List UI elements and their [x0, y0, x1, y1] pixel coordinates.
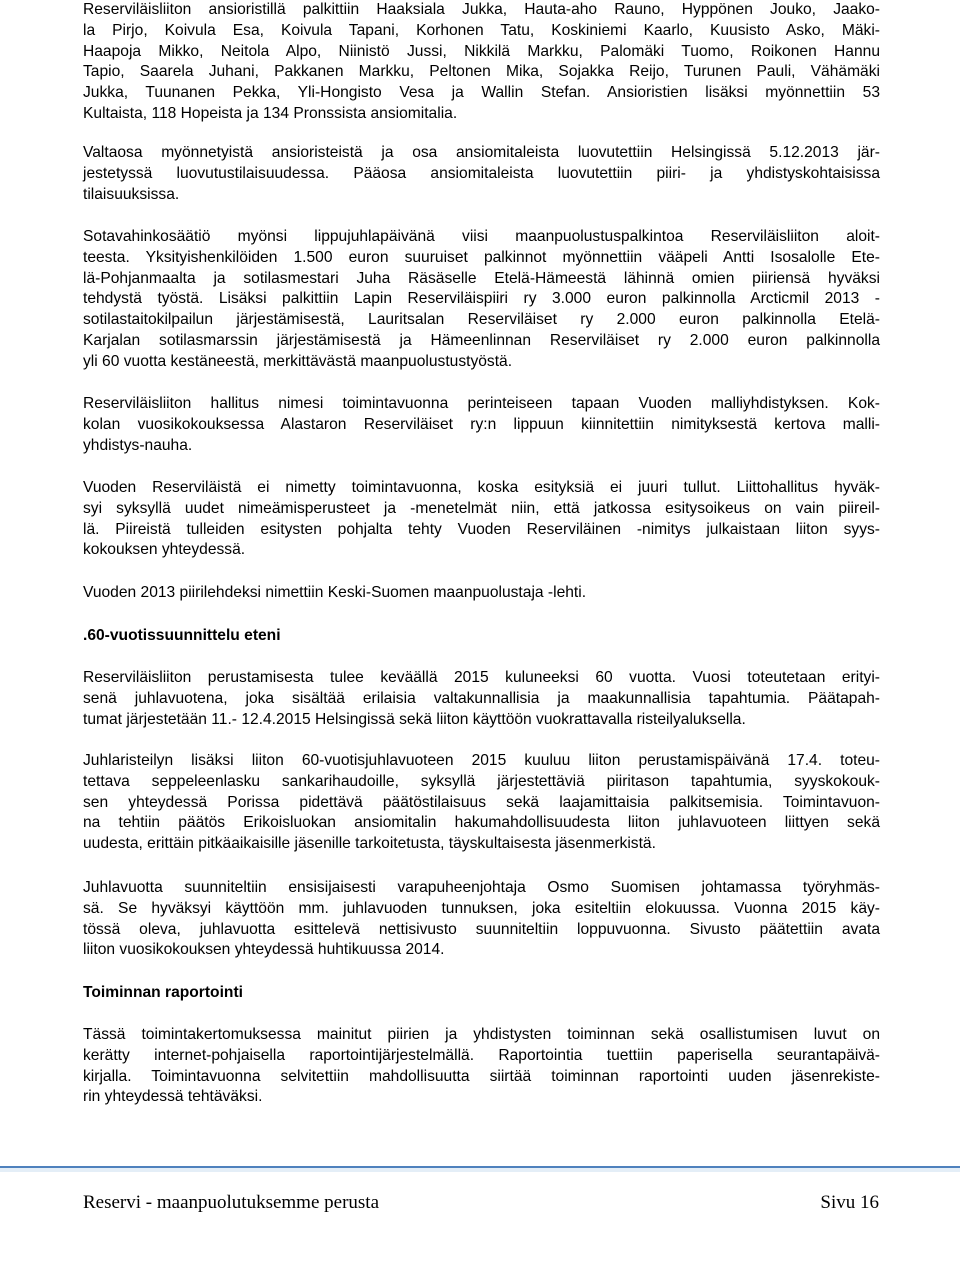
paragraph-district-magazine	[83, 583, 880, 604]
text-line: sä. Se hyväksyi käyttöön mm. juhlavuoden tunnuksen, joka esiteltiin elokuussa. Vuonna 2015 käy-	[83, 899, 880, 917]
text-line: Reserviläisliiton ansioristillä palkittiin Haaksiala Jukka, Hauta-aho Rauno, Hyppönen Jouko, Jaako-	[83, 1, 880, 18]
text-line: lä. Piireistä tulleiden esitysten pohjalta tehty Vuoden Reserviläinen -nimitys julkaistaan liiton syys-	[83, 520, 880, 538]
paragraph-awards-helsinki	[83, 143, 880, 205]
footer-page-number: Sivu 16	[820, 1192, 879, 1213]
text-line: Juhlaristeilyn lisäksi liiton 60-vuotisjuhlavuoteen 2015 kuuluu liiton perustamispäivänä 17.4. toteu-	[83, 752, 880, 769]
text-line: Haapoja Mikko, Neitola Alpo, Niinistö Jussi, Nikkilä Markku, Palomäki Tuomo, Roikonen Hannu	[83, 42, 880, 60]
text-line: kolan vuosikokouksessa Alastaron Reserviläiset ry:n lippuun kiinnitettiin nimityksestä kertova malli-	[83, 415, 880, 433]
text-line: Jukka, Tuunanen Pekka, Yli-Hongisto Vesa ja Wallin Stefan. Ansioristien lisäksi myönnettiin 53	[83, 84, 880, 102]
text-line: tettava seppeleenlasku sankarihaudoille, syksyllä järjestettäviä piiritason tapahtumia, syyskokouk-	[83, 772, 880, 790]
text-line: kirjalla. Toimintavuonna selvitettiin mahdollisuutta siirtää toiminnan raportointi uuden jäsenrekiste-	[83, 1067, 880, 1085]
text-line: Vuoden 2013 piirilehdeksi nimettiin Keski-Suomen maanpuolustaja -lehti.	[83, 584, 587, 601]
text-line: yli 60 vuotta kestäneestä, merkittävästä maanpuolustustyöstä.	[83, 352, 513, 370]
paragraph-anniversary-cruise	[83, 751, 880, 855]
text-line: tumat järjestetään 11.- 12.4.2015 Helsingissä sekä liiton käyttöön vuokrattavalla risteilyaluksella.	[83, 710, 746, 728]
text-line: tehdystä työstä. Lisäksi palkittiin Lapin Reserviläispiiri ry 3.000 euron palkinnolla Arcticmil 2013 -	[83, 290, 880, 308]
text-line: Juhlavuotta suunniteltiin ensisijaisesti varapuheenjohtaja Osmo Suomisen johtamassa työryhmäs-	[83, 879, 880, 896]
text-line: uudesta, erittäin pitkäaikaisille jäsenille tarkoitetusta, täyskultaisesta jäsenmerkistä.	[83, 835, 656, 853]
text-line: Reserviläisliiton perustamisesta tulee keväällä 2015 kuluneeksi 60 vuotta. Vuosi toteutetaan erityi-	[83, 669, 880, 686]
text-line: Vuoden Reserviläistä ei nimetty toimintavuonna, koska esityksiä ei juuri tullut. Liittohallitus hyväk-	[83, 479, 880, 496]
text-line: Reserviläisliiton hallitus nimesi toimintavuonna perinteiseen tapaan Vuoden malliyhdistyksen. Kok-	[83, 395, 880, 412]
text-line: sotilastaitokilpailun järjestämisestä, Lauritsalan Reserviläiset ry 2.000 euron palkinnolla Etelä-	[83, 311, 880, 329]
text-line: syi syksyllä uudet nimeämisperusteet ja -menetelmät niin, että jatkossa esitysoikeus on vain piireil-	[83, 499, 880, 517]
text-line: senä juhlavuotena, joka sisältää erilaisia valtakunnallisia ja maakunnallisia tapahtumia. Päätapah-	[83, 689, 880, 707]
paragraph-reporting	[83, 1025, 880, 1108]
paragraph-sotavahinko-awards	[83, 227, 880, 373]
text-line: la Pirjo, Koivula Esa, Koivula Tapani, Korhonen Tatu, Koskiniemi Kaarlo, Kuusisto Asko, Mäki-	[83, 21, 880, 39]
heading-reporting: Toiminnan raportointi	[83, 984, 243, 1001]
paragraph-anniversary-planning	[83, 878, 880, 961]
paragraph-anniversary-year	[83, 668, 880, 730]
text-line: Valtaosa myönnetyistä ansioristeistä ja osa ansiomitaleista luovutettiin Helsingissä 5.12.2013 jär-	[83, 144, 880, 161]
text-line: rin yhteydessä tehtäväksi.	[83, 1088, 263, 1106]
text-line: kokouksen yhteydessä.	[83, 541, 246, 559]
text-line: Sotavahinkosäätiö myönsi lippujuhlapäivänä viisi maanpuolustuspalkintoa Reserviläisliiton aloit-	[83, 228, 880, 245]
text-line: tilaisuuksissa.	[83, 185, 180, 203]
paragraph-model-association	[83, 394, 880, 456]
footer-divider	[0, 1166, 960, 1172]
text-line: yhdistys-nauha.	[83, 436, 193, 454]
footer-document-title: Reservi - maanpuolutuksemme perusta	[83, 1192, 380, 1213]
text-line: Tässä toimintakertomuksessa mainitut piirien ja yhdistysten toiminnan sekä osallistumisen luvut on	[83, 1026, 880, 1043]
text-line: Tapio, Saarela Juhani, Pakkanen Markku, Peltonen Mika, Sojakka Reijo, Turunen Pauli, Vähämäki	[83, 63, 880, 81]
heading-60-year-planning: .60-vuotissuunnittelu eteni	[83, 627, 281, 644]
paragraph-awards-names	[83, 0, 880, 125]
paragraph-reservist-of-year	[83, 478, 880, 561]
text-line: lä-Pohjanmaalta ja sotilasmestari Juha Räsäselle Etelä-Hämeestä lähinnä omien piiriensä hyväksi	[83, 269, 880, 287]
text-line: sen yhteydessä Porissa pidettävä päätöstilaisuus sekä laajamittaisia palkitsemisia. Toimintavuon-	[83, 793, 880, 811]
text-line: tössä oleva, juhlavuotta esittelevä nettisivusto suunniteltiin loppuvuonna. Sivusto päätettiin avata	[83, 920, 880, 938]
text-line: Kultaista, 118 Hopeista ja 134 Pronssista ansiomitalia.	[83, 104, 458, 122]
text-line: jestetyssä luovutustilaisuudessa. Pääosa ansiomitaleista luovutettiin piiri- ja yhdistyskohtaisissa	[83, 164, 880, 182]
text-line: kerätty internet-pohjaisella raportointijärjestelmällä. Raportointia tuettiin paperisella seurantapäivä-	[83, 1046, 880, 1064]
text-line: na tehtiin päätös Erikoisluokan ansiomitalin hakumahdollisuudesta liiton juhlavuoteen liittyen sekä	[83, 814, 880, 832]
text-line: Karjalan sotilasmarssin järjestämisestä ja Hämeenlinnan Reserviläiset ry 2.000 euron palkinnolla	[83, 331, 880, 349]
text-line: teesta. Yksityishenkilöiden 1.500 euron suuruiset palkinnot myönnettiin vääpeli Antti Isosalolle Ete-	[83, 248, 880, 266]
text-line: liiton vuosikokouksen yhteydessä huhtikuussa 2014.	[83, 941, 445, 959]
